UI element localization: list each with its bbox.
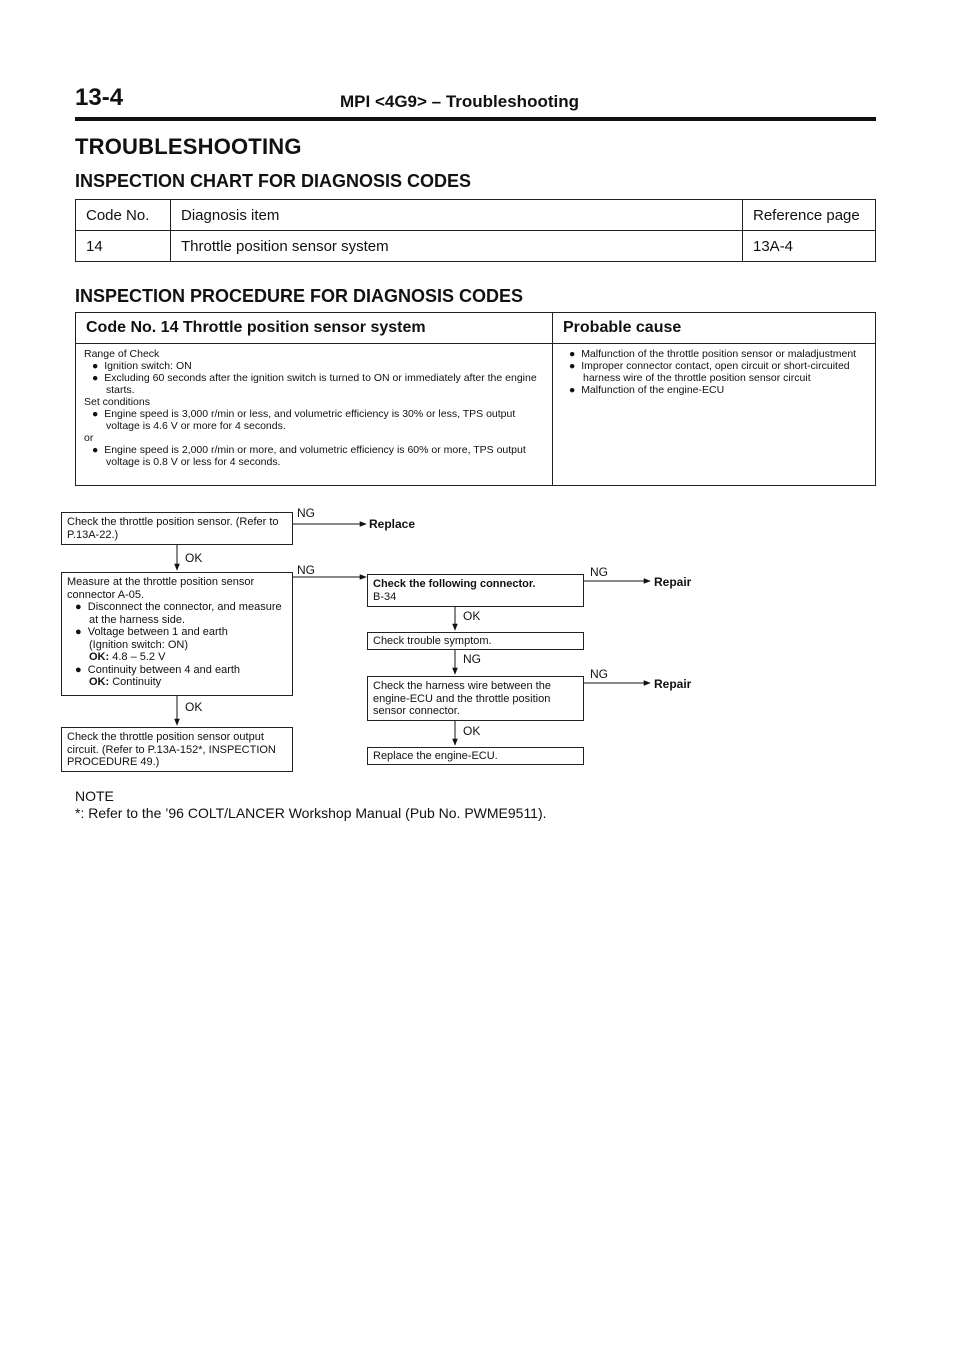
note-text: *: Refer to the ’96 COLT/LANCER Workshop Manual (Pub No. PWME9511). (75, 805, 547, 821)
header-title: MPI <4G9> – Troubleshooting (340, 92, 579, 111)
result-repair: Repair (654, 575, 692, 589)
list-item: ● Engine speed is 3,000 r/min or less, and volumetric efficiency is 30% or less, TPS output voltage is 4.6 V or more for 4 seconds. (92, 408, 516, 432)
list-item: ● Malfunction of the throttle position sensor or maladjustment (569, 348, 857, 360)
main-title: TROUBLESHOOTING (75, 134, 302, 159)
inspection-chart-title: INSPECTION CHART FOR DIAGNOSIS CODES (75, 171, 472, 191)
list-item: ● Improper connector contact, open circuit or short-circuited harness wire of the throttle position sensor circuit (569, 360, 850, 384)
ng-label: NG (297, 563, 315, 577)
range-label: Range of Check (84, 348, 160, 360)
set-label: Set conditions (84, 396, 150, 408)
procedure-right-header: Probable cause (553, 313, 876, 344)
result-repair: Repair (654, 677, 692, 691)
flow-box-check-symptom: Check trouble symptom. (367, 632, 584, 650)
flow-box-check-harness: Check the harness wire between the engine-ECU and the throttle position sensor connector. (367, 676, 584, 721)
list-item: ● Engine speed is 2,000 r/min or more, and volumetric efficiency is 60% or more, TPS output voltage is 0.8 V or less for 4 seconds. (92, 444, 526, 468)
list-item: ● Voltage between 1 and earth (75, 626, 228, 638)
column-header: Code No. (76, 200, 171, 231)
ng-label: NG (463, 652, 481, 666)
flow-box-check-sensor: Check the throttle position sensor. (Refer to P.13A-22.) (61, 512, 293, 545)
flow-box-measure-connector: Measure at the throttle position sensor connector A-05. ● Disconnect the connector, and measure at the harness side. ● Voltage between 1 and earth (Ignition switch: ON) OK: 4.8 – 5.2 V ● Continuity between 4 and earth OK: Continuity (61, 572, 293, 696)
list-item: ● Continuity between 4 and earth (75, 663, 241, 676)
ok-label: OK (463, 609, 481, 623)
ng-label: NG (297, 506, 315, 520)
column-header: Reference page (743, 200, 876, 231)
flow-box-check-output-circuit: Check the throttle position sensor output circuit. (Refer to P.13A-152*, INSPECTION PROCEDURE 49.) (61, 727, 293, 772)
or-label: or (84, 432, 94, 444)
procedure-left-header: Code No. 14 Throttle position sensor system (76, 313, 553, 344)
ok-label: OK (185, 551, 203, 565)
list-item: ● Disconnect the connector, and measure at the harness side. (75, 601, 282, 626)
ok-label: OK (463, 724, 481, 738)
table-cell: 14 (76, 231, 171, 262)
inspection-procedure-title: INSPECTION PROCEDURE FOR DIAGNOSIS CODES (75, 286, 524, 306)
page-number: 13-4 (75, 84, 124, 111)
list-item: ● Ignition switch: ON (92, 360, 192, 372)
column-header: Diagnosis item (171, 200, 743, 231)
flow-box-replace-ecu: Replace the engine-ECU. (367, 747, 584, 765)
result-replace: Replace (369, 517, 416, 531)
ng-label: NG (590, 667, 608, 681)
table-cell: Throttle position sensor system (171, 231, 743, 262)
list-item: ● Malfunction of the engine-ECU (569, 384, 725, 396)
list-item: ● Excluding 60 seconds after the ignition switch is turned to ON or immediately after the engine starts. (92, 372, 537, 396)
flow-box-check-connector: Check the following connector. B-34 (367, 574, 584, 607)
note-title: NOTE (75, 788, 114, 804)
ok-label: OK (185, 700, 203, 714)
ng-label: NG (590, 565, 608, 579)
note (75, 788, 547, 822)
table-cell: 13A-4 (743, 231, 876, 262)
